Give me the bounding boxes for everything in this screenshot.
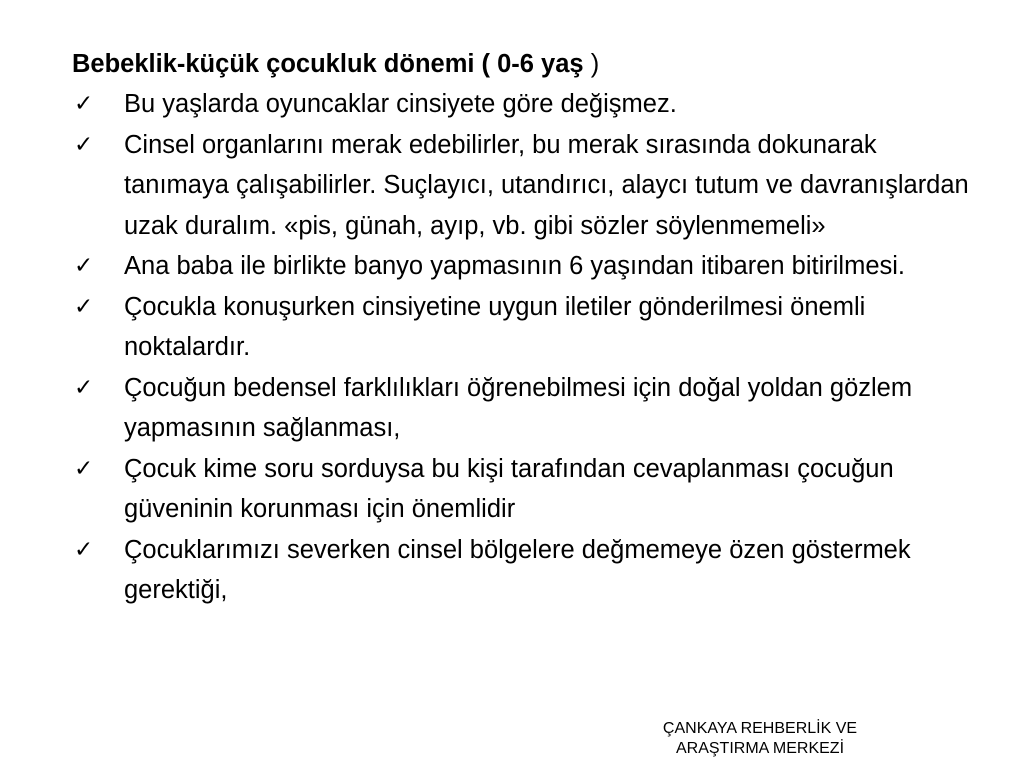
- footer-line-2: ARAŞTIRMA MERKEZİ: [675, 740, 845, 757]
- check-icon: ✓: [74, 455, 94, 482]
- bullet-text: Bu yaşlarda oyuncaklar cinsiyete göre değişmez.: [124, 90, 677, 118]
- check-icon: ✓: [74, 374, 94, 401]
- footer-line-1: ÇANKAYA REHBERLİK VE: [662, 720, 858, 737]
- bullet-item: [72, 246, 972, 287]
- check-icon: ✓: [74, 293, 94, 320]
- footer-organization: [595, 719, 925, 759]
- slide-title-main: Bebeklik-küçük çocukluk dönemi ( 0-6 yaş: [72, 50, 584, 78]
- bullet-item: [72, 449, 972, 530]
- bullet-list: [72, 84, 972, 611]
- slide-content: [72, 44, 972, 611]
- bullet-text: Çocuğun bedensel farklılıkları öğrenebilmesi için doğal yoldan gözlem yapmasının sağlanması,: [124, 373, 913, 442]
- slide-title-tail: ): [583, 50, 600, 78]
- slide-title: [72, 44, 972, 84]
- bullet-text: Çocuklarımızı severken cinsel bölgelere değmemeye özen göstermek gerektiği,: [124, 535, 911, 604]
- bullet-item: [72, 530, 972, 611]
- bullet-text: Çocukla konuşurken cinsiyetine uygun iletiler gönderilmesi önemli noktalardır.: [124, 292, 866, 361]
- check-icon: ✓: [74, 536, 94, 563]
- check-icon: ✓: [74, 131, 94, 158]
- bullet-item: [72, 84, 972, 125]
- check-icon: ✓: [74, 253, 94, 279]
- bullet-item: [72, 368, 972, 449]
- bullet-text: Ana baba ile birlikte banyo yapmasının 6 yaşından itibaren bitirilmesi.: [124, 252, 906, 280]
- bullet-item: [72, 125, 972, 247]
- bullet-text: Cinsel organlarını merak edebilirler, bu merak sırasında dokunarak tanımaya çalışabilirler. Suçlayıcı, utandırıcı, alaycı tutum ve davranışlardan uzak duralım. «pis, günah, ayıp, vb. gibi sözler söylenmemeli»: [124, 130, 969, 240]
- bullet-item: [72, 287, 972, 368]
- bullet-text: Çocuk kime soru sorduysa bu kişi tarafından cevaplanması çocuğun güveninin korunması için önemlidir: [124, 454, 894, 523]
- check-icon: ✓: [74, 91, 94, 117]
